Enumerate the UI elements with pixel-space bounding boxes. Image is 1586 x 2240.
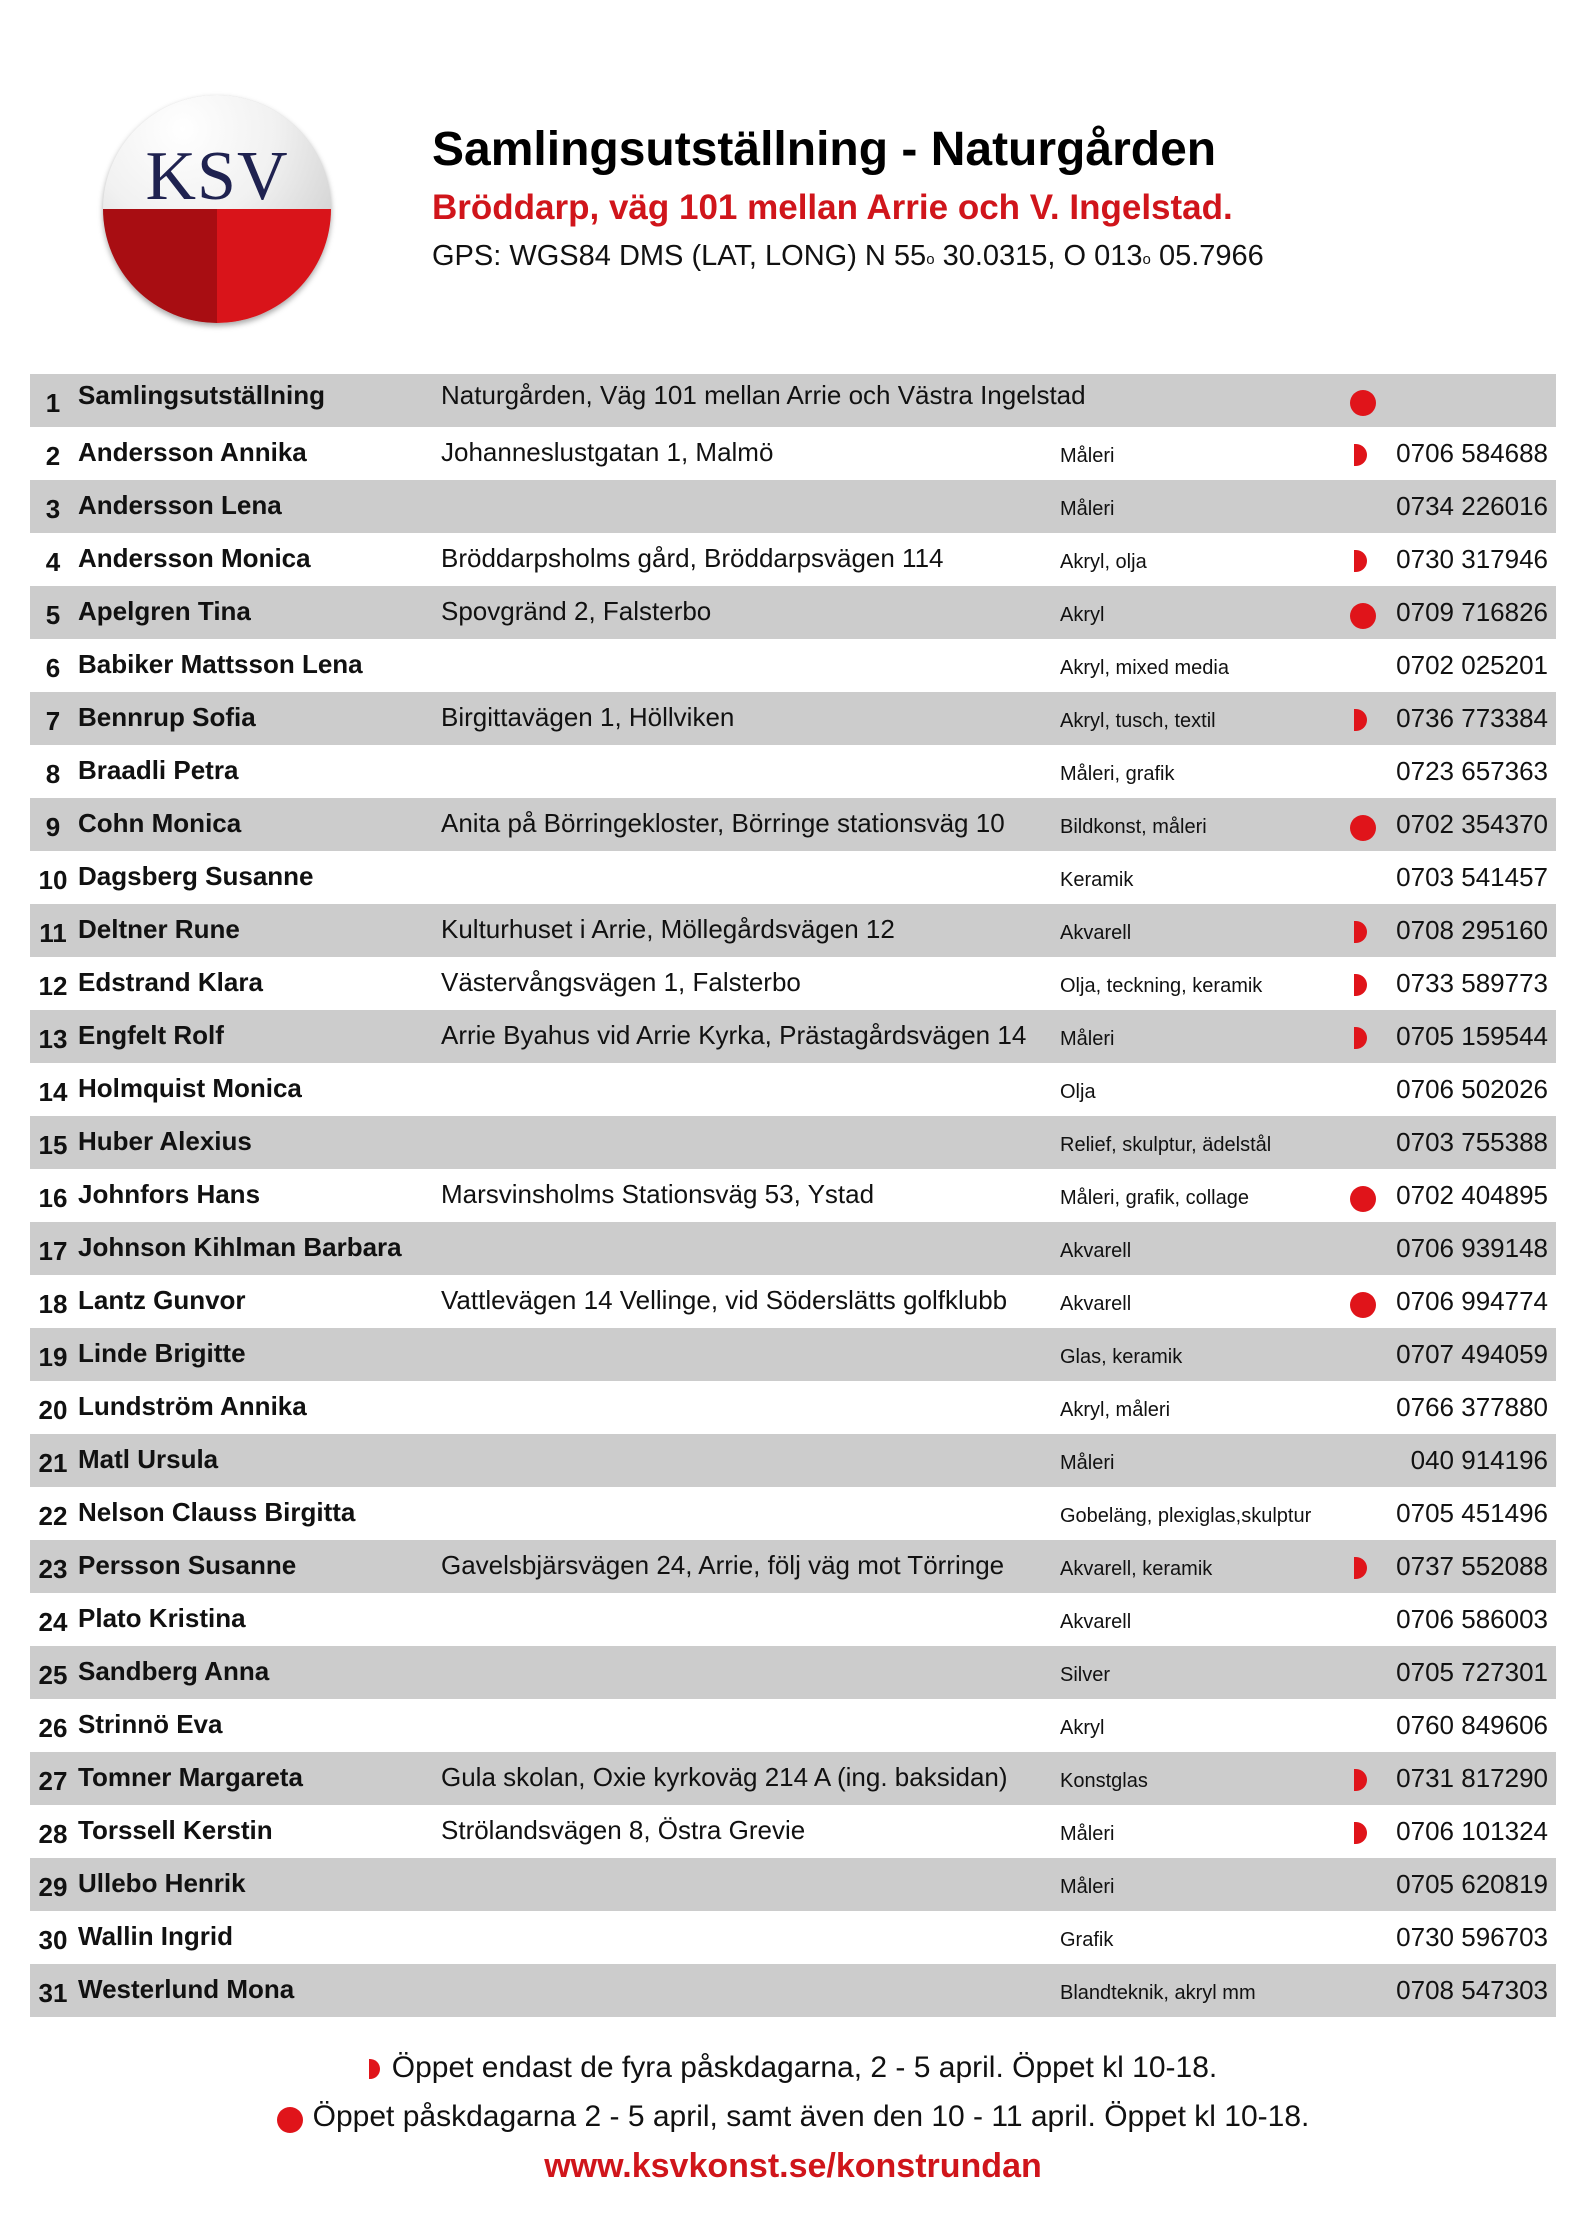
- table-row: [30, 1487, 1556, 1540]
- artist-phone: 0707 494059: [1396, 1339, 1548, 1369]
- row-number: 22: [38, 1501, 68, 1531]
- artist-address: Strölandsvägen 8, Östra Grevie: [441, 1815, 806, 1845]
- artist-technique: Gobeläng, plexiglas,skulptur: [1060, 1505, 1312, 1527]
- table-row: [30, 798, 1556, 851]
- opening-marker: [1340, 1286, 1386, 1316]
- artist-technique: Glas, keramik: [1060, 1346, 1183, 1368]
- row-number: 12: [38, 971, 68, 1001]
- artist-phone: 0705 620819: [1396, 1869, 1548, 1899]
- table-row: [30, 480, 1556, 533]
- gps-prefix: GPS: WGS84 DMS (LAT, LONG) N 55: [432, 240, 927, 272]
- website-link[interactable]: www.ksvkonst.se/konstrundan: [544, 2147, 1042, 2185]
- opening-marker: [1340, 862, 1386, 892]
- page-title: Samlingsutställning - Naturgården: [432, 123, 1217, 176]
- artist-name: Plato Kristina: [78, 1603, 246, 1633]
- artist-address: Spovgränd 2, Falsterbo: [441, 596, 712, 626]
- artist-name: Holmquist Monica: [78, 1073, 302, 1103]
- document-header: [432, 122, 1264, 273]
- artist-technique: Bildkonst, måleri: [1060, 816, 1207, 838]
- row-number: 9: [45, 812, 61, 842]
- artist-phone: 0706 101324: [1396, 1816, 1548, 1846]
- artist-technique: Måleri, grafik, collage: [1060, 1187, 1249, 1209]
- artist-phone: 0706 994774: [1396, 1286, 1548, 1316]
- gps-coordinates: [432, 239, 1264, 273]
- row-number: 8: [45, 759, 61, 789]
- artist-name: Persson Susanne: [78, 1550, 297, 1580]
- artist-address: Johanneslustgatan 1, Malmö: [441, 437, 774, 467]
- row-number: 16: [38, 1183, 68, 1213]
- table-row: [30, 374, 1556, 427]
- half-circle-marker-icon: [1354, 709, 1367, 731]
- table-row: [30, 692, 1556, 745]
- artist-phone: 0760 849606: [1396, 1710, 1548, 1740]
- opening-marker: [1340, 1922, 1386, 1952]
- gps-degree-mark: o: [1142, 251, 1151, 268]
- artist-technique: Akryl, tusch, textil: [1060, 710, 1216, 732]
- opening-marker: [1340, 968, 1386, 998]
- artist-technique: Akvarell: [1060, 1293, 1132, 1315]
- opening-marker: [1340, 1074, 1386, 1104]
- artist-technique: Måleri: [1060, 445, 1115, 467]
- table-row: [30, 1169, 1556, 1222]
- artist-name: Cohn Monica: [78, 808, 242, 838]
- artist-name: Johnfors Hans: [78, 1179, 261, 1209]
- artist-name: Westerlund Mona: [78, 1974, 295, 2004]
- gps-degree-mark: o: [926, 251, 935, 268]
- artist-phone: 0737 552088: [1396, 1551, 1548, 1581]
- artist-technique: Akvarell, keramik: [1060, 1558, 1213, 1580]
- opening-marker: [1340, 597, 1386, 627]
- artist-technique: Relief, skulptur, ädelstål: [1060, 1134, 1272, 1156]
- artist-table: [30, 374, 1556, 2017]
- table-row: [30, 1858, 1556, 1911]
- artist-technique: Akvarell: [1060, 922, 1132, 944]
- artist-technique: Akryl: [1060, 604, 1105, 626]
- half-circle-marker-icon: [1354, 1822, 1367, 1844]
- artist-technique: Måleri: [1060, 1876, 1115, 1898]
- table-row: [30, 851, 1556, 904]
- row-number: 5: [45, 600, 61, 630]
- artist-phone: 040 914196: [1410, 1445, 1548, 1475]
- artist-technique: Konstglas: [1060, 1770, 1148, 1792]
- artist-technique: Akryl, mixed media: [1060, 657, 1229, 679]
- artist-technique: Akryl, olja: [1060, 551, 1147, 573]
- half-circle-marker-icon: [369, 2059, 380, 2079]
- artist-phone: 0734 226016: [1396, 491, 1548, 521]
- artist-name: Edstrand Klara: [78, 967, 263, 997]
- opening-marker: [1340, 1445, 1386, 1475]
- row-number: 24: [38, 1607, 68, 1637]
- artist-name: Andersson Monica: [78, 543, 311, 573]
- full-circle-marker-icon: [277, 2107, 303, 2133]
- table-row: [30, 1275, 1556, 1328]
- artist-phone: 0706 939148: [1396, 1233, 1548, 1263]
- full-circle-marker-icon: [1350, 390, 1376, 416]
- row-number: 11: [39, 918, 67, 948]
- opening-marker: [1340, 1816, 1386, 1846]
- opening-marker: [1340, 1392, 1386, 1422]
- opening-marker: [1340, 1339, 1386, 1369]
- artist-name: Johnson Kihlman Barbara: [78, 1232, 402, 1262]
- opening-marker: [1340, 1233, 1386, 1263]
- table-row: [30, 904, 1556, 957]
- artist-technique: Keramik: [1060, 869, 1134, 891]
- logo-bottom-right-quadrant: [217, 209, 331, 323]
- artist-name: Dagsberg Susanne: [78, 861, 314, 891]
- opening-marker: [1340, 1127, 1386, 1157]
- row-number: 21: [38, 1448, 68, 1478]
- artist-name: Strinnö Eva: [78, 1709, 223, 1739]
- artist-phone: 0703 541457: [1396, 862, 1548, 892]
- legend-half-marker-line: [0, 2048, 1586, 2088]
- row-number: 25: [38, 1660, 68, 1690]
- table-row: [30, 1805, 1556, 1858]
- artist-phone: 0731 817290: [1396, 1763, 1548, 1793]
- half-circle-marker-icon: [1354, 921, 1367, 943]
- row-number: 26: [38, 1713, 68, 1743]
- table-row: [30, 533, 1556, 586]
- gps-mid: 30.0315, O 013: [934, 240, 1143, 272]
- table-row: [30, 1593, 1556, 1646]
- opening-marker: [1340, 1657, 1386, 1687]
- artist-technique: Olja, teckning, keramik: [1060, 975, 1263, 997]
- artist-phone: 0709 716826: [1396, 597, 1548, 627]
- logo-bottom-left-quadrant: [103, 209, 217, 323]
- row-number: 13: [38, 1024, 68, 1054]
- artist-phone: 0733 589773: [1396, 968, 1548, 998]
- half-circle-marker-icon: [1354, 1027, 1367, 1049]
- artist-phone: 0766 377880: [1396, 1392, 1548, 1422]
- artist-address: Västervångsvägen 1, Falsterbo: [441, 967, 801, 997]
- row-number: 18: [38, 1289, 68, 1319]
- table-row: [30, 427, 1556, 480]
- artist-address: Bröddarpsholms gård, Bröddarpsvägen 114: [441, 543, 944, 573]
- table-row: [30, 957, 1556, 1010]
- artist-technique: Silver: [1060, 1664, 1111, 1686]
- table-row: [30, 1699, 1556, 1752]
- artist-phone: 0705 451496: [1396, 1498, 1548, 1528]
- artist-phone: 0708 295160: [1396, 915, 1548, 945]
- artist-technique: Måleri: [1060, 1452, 1115, 1474]
- row-number: 31: [38, 1978, 68, 2008]
- opening-marker: [1340, 1021, 1386, 1051]
- artist-phone: 0706 502026: [1396, 1074, 1548, 1104]
- artist-phone: 0736 773384: [1396, 703, 1548, 733]
- artist-technique: Akvarell: [1060, 1240, 1132, 1262]
- full-circle-marker-icon: [1350, 603, 1376, 629]
- artist-technique: Måleri: [1060, 498, 1115, 520]
- opening-marker: [1340, 1604, 1386, 1634]
- full-circle-marker-icon: [1350, 1186, 1376, 1212]
- opening-marker: [1340, 1975, 1386, 2005]
- opening-marker: [1340, 703, 1386, 733]
- row-number: 19: [38, 1342, 68, 1372]
- artist-name: Torssell Kerstin: [78, 1815, 273, 1845]
- artist-name: Deltner Rune: [78, 914, 240, 944]
- artist-phone: 0706 586003: [1396, 1604, 1548, 1634]
- row-number: 29: [38, 1872, 68, 1902]
- artist-address: Birgittavägen 1, Höllviken: [441, 702, 735, 732]
- row-number: 15: [38, 1130, 68, 1160]
- logo-text: KSV: [145, 138, 289, 215]
- artist-technique: Grafik: [1060, 1929, 1114, 1951]
- legend-half-text: Öppet endast de fyra påskdagarna, 2 - 5 april. Öppet kl 10-18.: [391, 2051, 1218, 2084]
- table-row: [30, 1964, 1556, 2017]
- row-number: 14: [38, 1077, 68, 1107]
- legend-full-text: Öppet påskdagarna 2 - 5 april, samt även den 10 - 11 april. Öppet kl 10-18.: [312, 2100, 1310, 2133]
- artist-phone: 0702 025201: [1396, 650, 1548, 680]
- opening-marker: [1340, 809, 1386, 839]
- opening-marker: [1340, 650, 1386, 680]
- opening-marker: [1340, 544, 1386, 574]
- artist-name: Nelson Clauss Birgitta: [78, 1497, 356, 1527]
- row-number: 4: [45, 547, 61, 577]
- artist-technique: Akryl, måleri: [1060, 1399, 1171, 1421]
- artist-phone: 0706 584688: [1396, 438, 1548, 468]
- legend-full-marker-line: [0, 2097, 1586, 2137]
- artist-phone: 0705 159544: [1396, 1021, 1548, 1051]
- full-circle-marker-icon: [1350, 815, 1376, 841]
- table-row: [30, 586, 1556, 639]
- artist-technique: Olja: [1060, 1081, 1096, 1103]
- half-circle-marker-icon: [1354, 1769, 1367, 1791]
- artist-name: Lundström Annika: [78, 1391, 307, 1421]
- artist-technique: Måleri: [1060, 1028, 1115, 1050]
- artist-name: Sandberg Anna: [78, 1656, 270, 1686]
- row-number: 27: [38, 1766, 68, 1796]
- table-row: [30, 639, 1556, 692]
- artist-name: Linde Brigitte: [78, 1338, 246, 1368]
- opening-marker: [1340, 384, 1386, 414]
- opening-marker: [1340, 1710, 1386, 1740]
- table-row: [30, 1540, 1556, 1593]
- artist-name: Babiker Mattsson Lena: [78, 649, 363, 679]
- half-circle-marker-icon: [1354, 550, 1367, 572]
- artist-address: Kulturhuset i Arrie, Möllegårdsvägen 12: [441, 914, 895, 944]
- row-number: 28: [38, 1819, 68, 1849]
- artist-phone: 0702 404895: [1396, 1180, 1548, 1210]
- opening-marker: [1340, 1551, 1386, 1581]
- artist-name: Tomner Margareta: [78, 1762, 303, 1792]
- ksv-logo: [103, 95, 331, 323]
- table-row: [30, 1010, 1556, 1063]
- artist-name: Samlingsutställning: [78, 380, 326, 410]
- artist-phone: 0708 547303: [1396, 1975, 1548, 2005]
- artist-phone: 0723 657363: [1396, 756, 1548, 786]
- gps-end: 05.7966: [1150, 240, 1264, 272]
- opening-marker: [1340, 1763, 1386, 1793]
- location-subtitle: Bröddarp, väg 101 mellan Arrie och V. Ingelstad.: [432, 188, 1233, 227]
- artist-address: Gavelsbjärsvägen 24, Arrie, följ väg mot Törringe: [441, 1550, 1005, 1580]
- row-number: 7: [45, 706, 61, 736]
- artist-name: Braadli Petra: [78, 755, 239, 785]
- table-row: [30, 745, 1556, 798]
- artist-name: Wallin Ingrid: [78, 1921, 234, 1951]
- row-number: 1: [45, 388, 61, 418]
- row-number: 23: [38, 1554, 68, 1584]
- artist-phone: 0703 755388: [1396, 1127, 1548, 1157]
- row-number: 3: [45, 494, 61, 524]
- table-row: [30, 1222, 1556, 1275]
- table-row: [30, 1063, 1556, 1116]
- artist-technique: Blandteknik, akryl mm: [1060, 1982, 1256, 2004]
- artist-address: Marsvinsholms Stationsväg 53, Ystad: [441, 1179, 875, 1209]
- opening-marker: [1340, 756, 1386, 786]
- artist-name: Lantz Gunvor: [78, 1285, 246, 1315]
- artist-name: Huber Alexius: [78, 1126, 252, 1156]
- half-circle-marker-icon: [1354, 444, 1367, 466]
- table-row: [30, 1646, 1556, 1699]
- row-number: 17: [38, 1236, 68, 1266]
- artist-name: Ullebo Henrik: [78, 1868, 246, 1898]
- opening-marker: [1340, 915, 1386, 945]
- table-row: [30, 1434, 1556, 1487]
- legend: [0, 2048, 1586, 2186]
- table-row: [30, 1752, 1556, 1805]
- artist-technique: Måleri, grafik: [1060, 763, 1175, 785]
- table-row: [30, 1328, 1556, 1381]
- row-number: 30: [38, 1925, 68, 1955]
- artist-name: Matl Ursula: [78, 1444, 219, 1474]
- artist-phone: 0705 727301: [1396, 1657, 1548, 1687]
- row-number: 20: [38, 1395, 68, 1425]
- artist-phone: 0730 317946: [1396, 544, 1548, 574]
- opening-marker: [1340, 491, 1386, 521]
- artist-name: Engfelt Rolf: [78, 1020, 224, 1050]
- artist-address: Gula skolan, Oxie kyrkoväg 214 A (ing. baksidan): [441, 1762, 1008, 1792]
- artist-technique: Måleri: [1060, 1823, 1115, 1845]
- row-number: 2: [45, 441, 61, 471]
- artist-name: Andersson Annika: [78, 437, 307, 467]
- opening-marker: [1340, 1869, 1386, 1899]
- artist-address: Anita på Börringekloster, Börringe stationsväg 10: [441, 808, 1005, 838]
- table-row: [30, 1116, 1556, 1169]
- row-number: 10: [38, 865, 68, 895]
- artist-phone: 0730 596703: [1396, 1922, 1548, 1952]
- artist-technique: Akryl: [1060, 1717, 1105, 1739]
- artist-phone: 0702 354370: [1396, 809, 1548, 839]
- table-row: [30, 1911, 1556, 1964]
- artist-address: Vattlevägen 14 Vellinge, vid Söderslätts golfklubb: [441, 1285, 1008, 1315]
- half-circle-marker-icon: [1354, 1557, 1367, 1579]
- artist-address: Naturgården, Väg 101 mellan Arrie och Västra Ingelstad: [441, 380, 1086, 410]
- opening-marker: [1340, 1498, 1386, 1528]
- table-row: [30, 1381, 1556, 1434]
- opening-marker: [1340, 438, 1386, 468]
- artist-address: Arrie Byahus vid Arrie Kyrka, Prästagårdsvägen 14: [441, 1020, 1027, 1050]
- row-number: 6: [45, 653, 61, 683]
- artist-name: Apelgren Tina: [78, 596, 251, 626]
- artist-name: Andersson Lena: [78, 490, 282, 520]
- half-circle-marker-icon: [1354, 974, 1367, 996]
- opening-marker: [1340, 1180, 1386, 1210]
- artist-technique: Akvarell: [1060, 1611, 1132, 1633]
- artist-name: Bennrup Sofia: [78, 702, 256, 732]
- full-circle-marker-icon: [1350, 1292, 1376, 1318]
